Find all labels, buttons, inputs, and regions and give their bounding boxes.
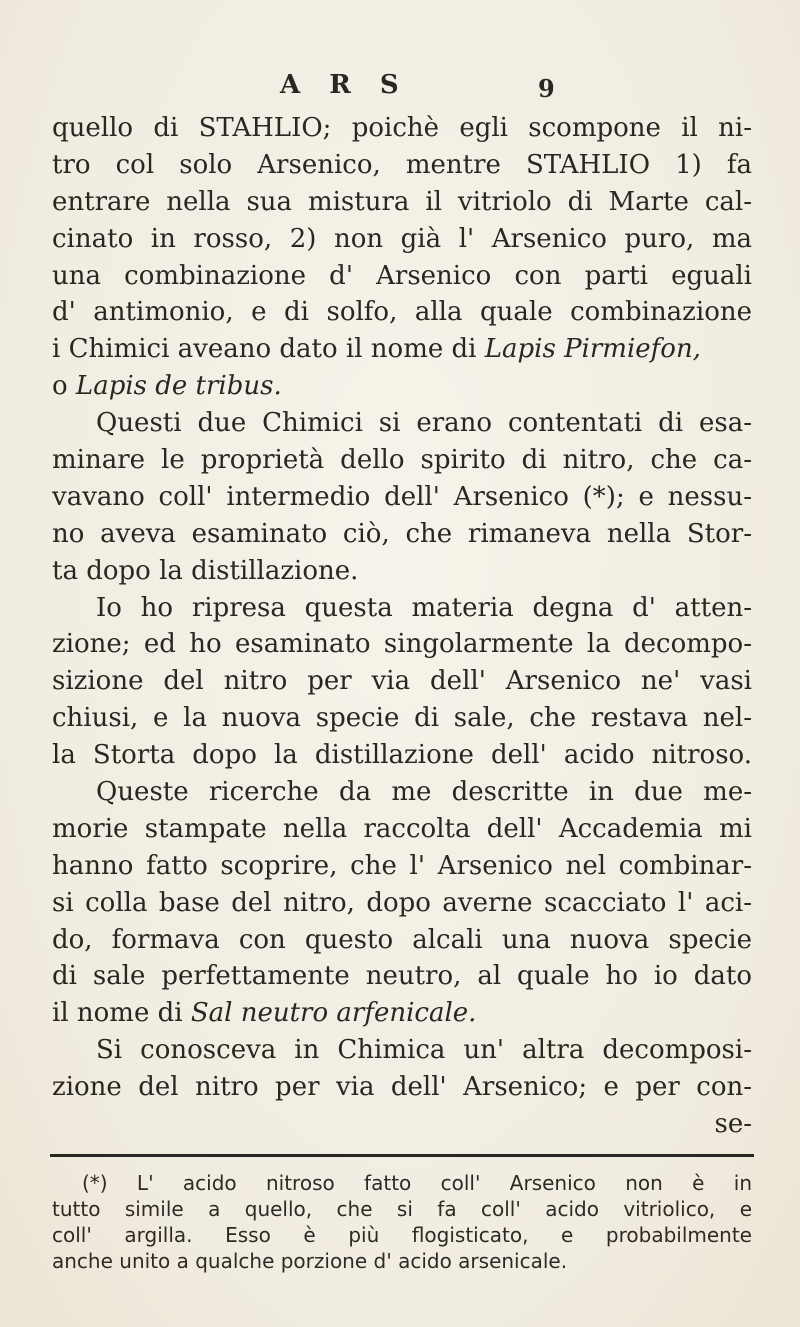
running-head [0, 70, 800, 110]
footnote-line: coll' argilla. Esso è più flogisticato, e probabilmente [52, 1223, 752, 1247]
text-line: si colla base del nitro, dopo averne scacciato l' aci- [52, 887, 752, 918]
italic-term-lapis-tribus: Lapis de tribus. [75, 371, 282, 402]
footnote [52, 1170, 752, 1274]
footnote-line: tutto simile a quello, che si fa coll' acido vitriolico, e [52, 1197, 752, 1221]
text-line: morie stampate nella raccolta dell' Accademia mi [52, 813, 752, 844]
text-line: vavano coll' intermedio dell' Arsenico (*); e nessu- [52, 481, 752, 512]
text-line: tro col solo Arsenico, mentre STAHLIO 1) fa [52, 149, 752, 180]
text-line: do, formava con questo alcali una nuova specie [52, 924, 752, 955]
text-line: Io ho ripresa questa materia degna d' atten- [96, 592, 752, 623]
text-segment: il nome di [52, 998, 191, 1029]
text-line: Queste ricerche da me descritte in due me- [96, 777, 752, 808]
text-line: Questi due Chimici si erano contentati di esa- [96, 408, 752, 439]
text-line: ta dopo la distillazione. [52, 555, 359, 586]
text-segment: i Chimici aveano dato il nome di [52, 334, 485, 365]
footnote-line: anche unito a qualche porzione d' acido arsenicale. [52, 1249, 568, 1273]
text-line: no aveva esaminato ciò, che rimaneva nella Stor- [52, 518, 752, 549]
body-text [52, 110, 752, 1143]
catchword: se- [714, 1109, 752, 1140]
text-line: di sale perfettamente neutro, al quale ho io dato [52, 961, 752, 992]
italic-term-sal-neutro: Sal neutro arfenicale. [190, 998, 477, 1029]
text-line: chiusi, e la nuova specie di sale, che restava nel- [52, 703, 752, 734]
text-line: sizione del nitro per via dell' Arsenico ne' vasi [52, 666, 752, 697]
text-line: hanno fatto scoprire, che l' Arsenico nel combinar- [52, 850, 752, 881]
text-line: quello di STAHLIO; poichè egli scompone il ni- [52, 113, 752, 143]
text-line [52, 331, 752, 368]
footnote-line: (*) L' acido nitroso fatto coll' Arsenico non è in [82, 1171, 752, 1195]
page-number: 9 [538, 74, 555, 103]
italic-term-lapis-pirmiefon: Lapis Pirmiefon, [484, 334, 701, 365]
text-line: minare le proprietà dello spirito di nitro, che ca- [52, 445, 752, 476]
text-line [52, 368, 752, 405]
text-line: d' antimonio, e di solfo, alla quale combinazione [52, 297, 752, 328]
text-line: zione; ed ho esaminato singolarmente la decompo- [52, 629, 752, 660]
footnote-rule [50, 1154, 754, 1157]
text-line: entrare nella sua mistura il vitriolo di Marte cal- [52, 186, 752, 217]
text-line: zione del nitro per via dell' Arsenico; e per con- [52, 1072, 752, 1103]
running-title: A R S [280, 70, 409, 100]
text-line [52, 995, 752, 1032]
text-line: cinato in rosso, 2) non già l' Arsenico puro, ma [52, 223, 752, 254]
text-line: una combinazione d' Arsenico con parti eguali [52, 260, 752, 291]
text-line: la Storta dopo la distillazione dell' acido nitroso. [52, 740, 752, 771]
text-line: Si conosceva in Chimica un' altra decomposi- [96, 1035, 752, 1066]
text-segment: o [52, 371, 76, 402]
